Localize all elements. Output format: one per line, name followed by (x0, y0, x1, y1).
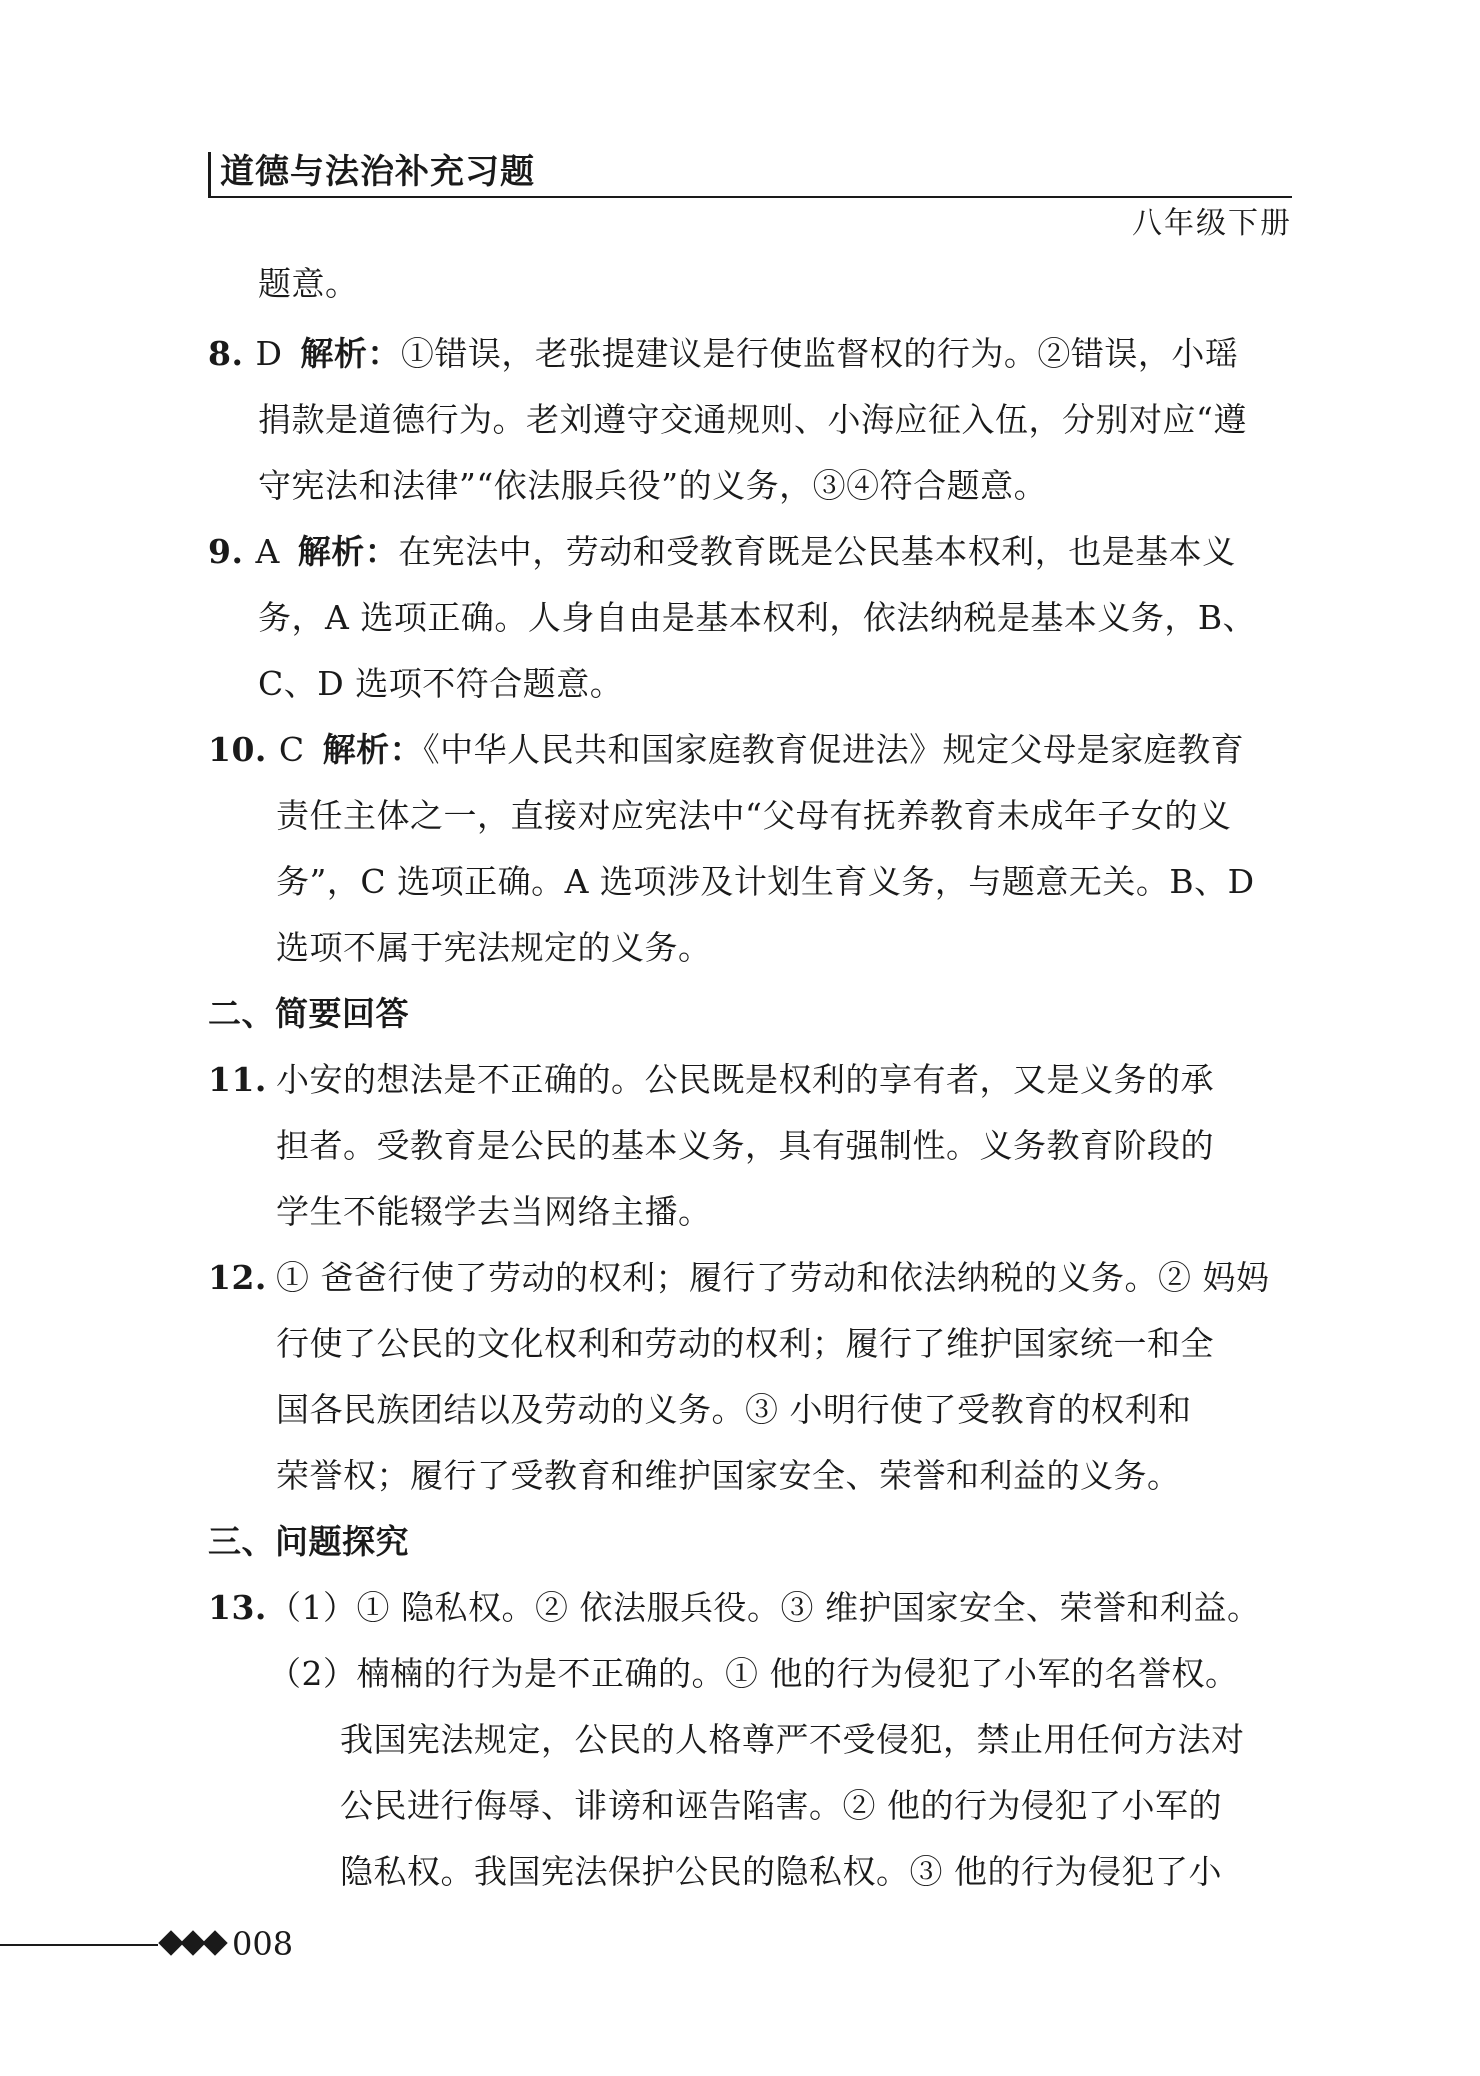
book-title: 道德与法治补充习题 (220, 152, 535, 192)
footer-rule (0, 1944, 158, 1946)
analysis-label: 解析： (300, 334, 401, 373)
question-10-line-4: 选项不属于宪法规定的义务。 (276, 928, 712, 967)
answer-letter: C (278, 730, 305, 769)
question-11-line-2: 担者。受教育是公民的基本义务，具有强制性。义务教育阶段的 (276, 1126, 1214, 1165)
question-8-line-1 (208, 334, 1238, 374)
question-number: 12. (208, 1258, 267, 1297)
answer-letter: D (255, 334, 283, 373)
question-8-line-2: 捐款是道德行为。老刘遵守交通规则、小海应征入伍，分别对应“遵 (258, 400, 1247, 439)
question-number: 10. (208, 730, 267, 769)
question-9-line-1 (208, 532, 1236, 572)
question-13-line-2: （2）楠楠的行为是不正确的。① 他的行为侵犯了小军的名誉权。 (268, 1654, 1239, 1693)
question-9-line-2: 务，A 选项正确。人身自由是基本权利，依法纳税是基本义务，B、 (258, 598, 1257, 637)
header-rule (208, 196, 1292, 198)
question-11-line-3: 学生不能辍学去当网络主播。 (276, 1192, 712, 1231)
question-8-line-3: 守宪法和法律”“依法服兵役”的义务，③④符合题意。 (258, 466, 1048, 505)
question-10-line-2: 责任主体之一，直接对应宪法中“父母有抚养教育未成年子女的义 (276, 796, 1232, 835)
answer-text: （1）① 隐私权。② 依法服兵役。③ 维护国家安全、荣誉和利益。 (268, 1588, 1261, 1627)
page-number: 008 (232, 1925, 294, 1963)
analysis-text: 《中华人民共和国家庭教育促进法》规定父母是家庭教育 (423, 730, 1245, 769)
question-9-line-3: C、D 选项不符合题意。 (258, 664, 624, 703)
question-13-line-1 (208, 1588, 1260, 1628)
question-12-line-2: 行使了公民的文化权利和劳动的权利；履行了维护国家统一和全 (276, 1324, 1214, 1363)
book-volume: 八年级下册 (1132, 206, 1292, 241)
question-13-line-4: 公民进行侮辱、诽谤和诬告陷害。② 他的行为侵犯了小军的 (340, 1786, 1222, 1825)
answer-letter: A (255, 532, 280, 571)
analysis-text: 在宪法中，劳动和受教育既是公民基本权利，也是基本义 (398, 532, 1236, 571)
question-12-line-4: 荣誉权；履行了受教育和维护国家安全、荣誉和利益的义务。 (276, 1456, 1181, 1495)
answer-text: ① 爸爸行使了劳动的权利；履行了劳动和依法纳税的义务。② 妈妈 (276, 1258, 1270, 1297)
header-bar (208, 152, 211, 196)
question-11-line-1 (208, 1060, 1214, 1100)
question-10-line-1 (208, 730, 1244, 770)
question-number: 13. (208, 1588, 267, 1627)
diamond-icon (202, 1930, 227, 1955)
answer-text: 小安的想法是不正确的。公民既是权利的享有者，又是义务的承 (276, 1060, 1214, 1099)
continuation-line: 题意。 (258, 264, 359, 303)
question-12-line-1 (208, 1258, 1269, 1298)
question-number: 8. (208, 334, 244, 373)
question-10-line-3: 务”，C 选项正确。A 选项涉及计划生育义务，与题意无关。B、D (276, 862, 1255, 901)
question-number: 9. (208, 532, 244, 571)
analysis-label: 解析： (322, 730, 424, 769)
question-13-line-3: 我国宪法规定，公民的人格尊严不受侵犯，禁止用任何方法对 (340, 1720, 1245, 1759)
analysis-text: ①错误，老张提建议是行使监督权的行为。②错误，小瑶 (400, 334, 1239, 373)
section-heading-3: 三、问题探究 (208, 1522, 409, 1561)
section-heading-2: 二、简要回答 (208, 994, 409, 1033)
question-12-line-3: 国各民族团结以及劳动的义务。③ 小明行使了受教育的权利和 (276, 1390, 1192, 1429)
question-13-line-5: 隐私权。我国宪法保护公民的隐私权。③ 他的行为侵犯了小 (340, 1852, 1222, 1891)
analysis-label: 解析： (297, 532, 399, 571)
question-number: 11. (208, 1060, 267, 1099)
page-footer (0, 1924, 400, 1964)
